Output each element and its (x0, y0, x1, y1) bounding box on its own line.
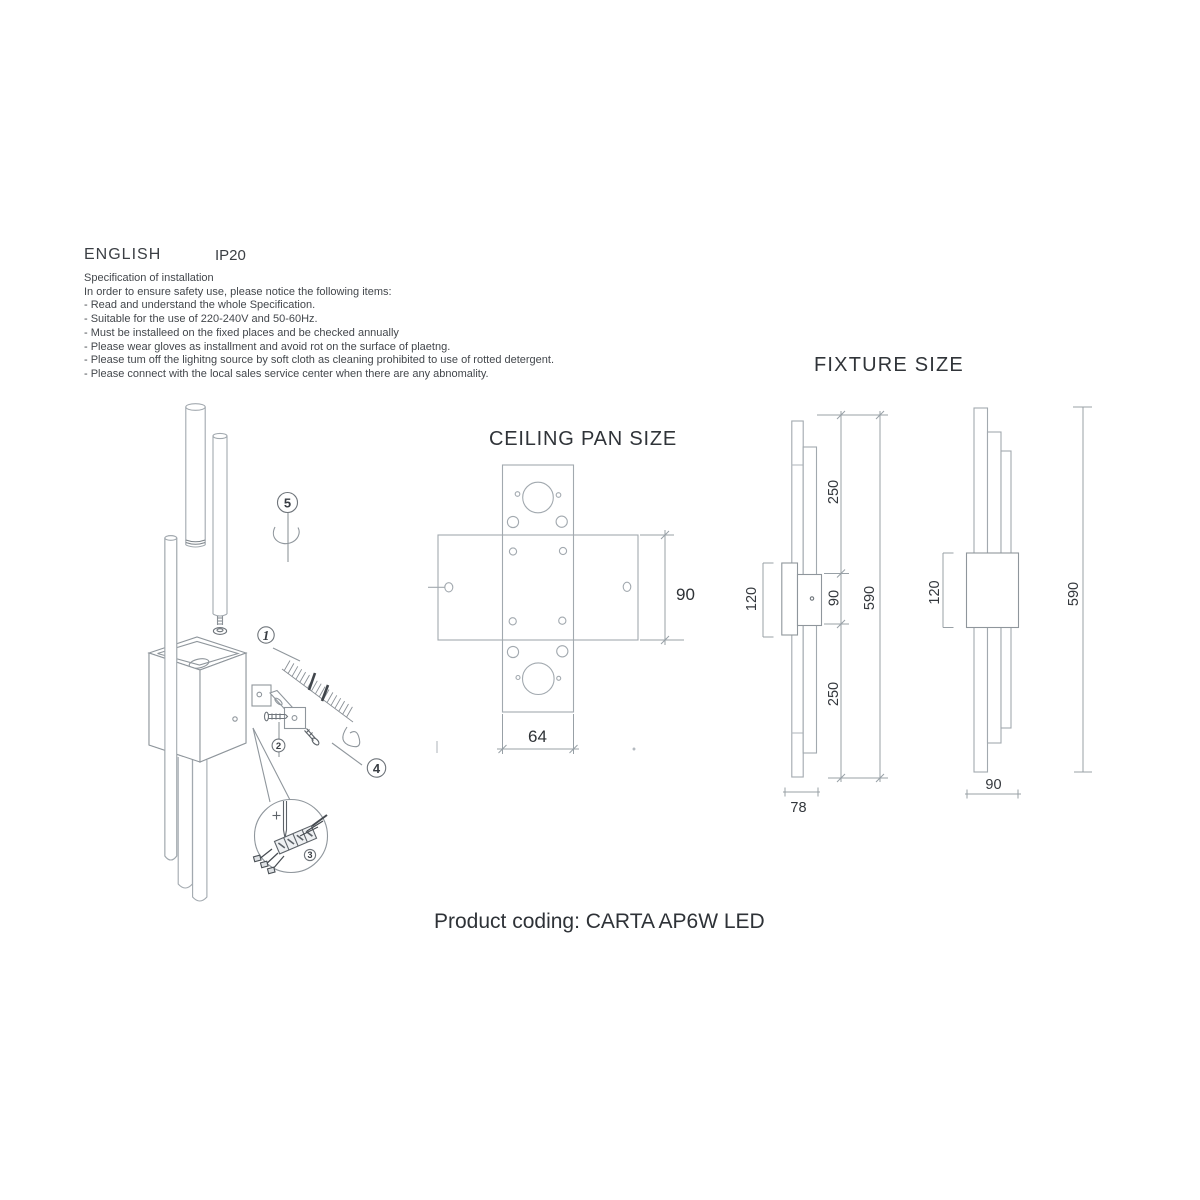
lamp-body-box-front (149, 653, 246, 762)
side-dim-total: 590 (862, 585, 878, 611)
spec-line: In order to ensure safety use, please notice the following items: (84, 285, 392, 298)
spec-line: Specification of installation (84, 272, 214, 284)
ceiling-dim-height: 90 (676, 585, 695, 604)
side-dim-body: 120 (744, 586, 760, 612)
step-2-number: 2 (275, 741, 282, 752)
fixture-size-diagram (740, 400, 1110, 820)
side-dim-bottom: 250 (826, 681, 842, 707)
spec-line: - Please tum off the lighitng source by soft cloth as cleaning prohibited to use of rotted detergent. (84, 354, 555, 367)
ceiling-pan-title: CEILING PAN SIZE (489, 428, 678, 450)
step-3-number: 3 (307, 850, 313, 861)
assembly-exploded-diagram (140, 395, 430, 925)
step-1-number: 1 (262, 628, 270, 643)
spec-line: - Please connect with the local sales service center when there are any abnomality. (84, 367, 489, 380)
step-4-number: 4 (372, 760, 381, 776)
fixture-size-title: FIXTURE SIZE (814, 354, 964, 376)
side-dim-width: 78 (790, 800, 807, 816)
front-dim-width: 90 (985, 777, 1002, 793)
lamp-tube-lower-mid (178, 757, 192, 888)
language-label: ENGLISH (84, 246, 162, 263)
lamp-tube-large (186, 404, 205, 547)
lamp-tube-left-long-front (165, 536, 177, 860)
wiring-detail-callout (253, 728, 328, 874)
lamp-tube-lower-right (193, 760, 207, 901)
spec-line: - Must be installeed on the fixed places and be checked annually (84, 326, 399, 339)
mounting-bracket (252, 685, 306, 729)
ceiling-plate-holes (428, 482, 631, 694)
spec-line: - Please wear gloves as installment and avoid rot on the surface of plaetng. (84, 340, 451, 353)
screw-stub (218, 616, 223, 625)
ceiling-pan-diagram (415, 455, 715, 765)
fixture-side-view (782, 421, 822, 777)
side-dim-top: 250 (826, 479, 842, 505)
side-dim-mid: 90 (826, 589, 843, 607)
ip-rating-label: IP20 (215, 247, 246, 264)
specification-text (84, 272, 554, 382)
step-5-number: 5 (283, 495, 292, 511)
fixture-front-view (967, 408, 1019, 772)
ceiling-plate-outline (438, 465, 638, 712)
mounting-nut (213, 628, 226, 635)
spec-line: - Read and understand the whole Specification. (84, 299, 316, 312)
front-dim-total: 590 (1066, 581, 1082, 607)
front-dim-body: 120 (927, 580, 943, 605)
wall-screw-icon (305, 729, 321, 747)
lamp-tube-thin (213, 433, 227, 634)
ceiling-dim-width: 64 (528, 727, 547, 746)
product-coding: Product coding: CARTA AP6W LED (434, 910, 765, 933)
spec-line: - Suitable for the use of 220-240V and 50-60Hz. (84, 313, 318, 326)
